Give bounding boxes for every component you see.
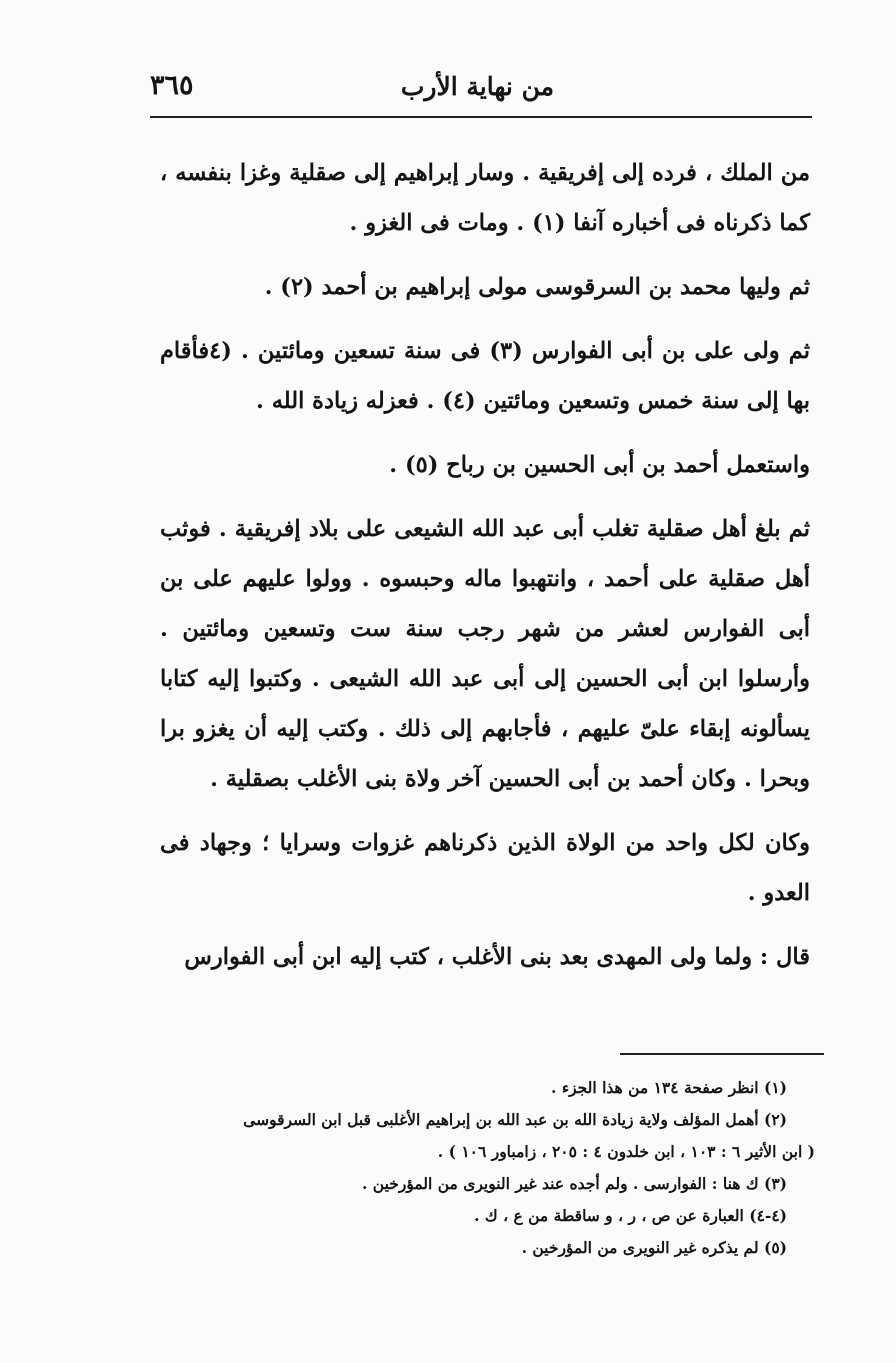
footnote-3: (٣) ك هنا : الفوارسى . ولم أجده عند غير النويرى من المؤرخين . [361,1174,787,1193]
footnote-4: (٤-٤) العبارة عن ص ، ر ، و ساقطة من ع ، ك . [474,1206,787,1225]
footnote-rule [620,1053,824,1055]
running-header [150,68,810,108]
footnote-2: (٢) أهمل المؤلف ولاية زيادة الله بن عبد الله بن إبراهيم الأغلبى قبل ابن السرقوسى [243,1110,787,1129]
page-number: ٣٦٥ [150,70,194,101]
paragraph-4: واستعمل أحمد بن أبى الحسين بن رباح (٥) . [389,452,810,478]
paragraph-7: قال : ولما ولى المهدى بعد بنى الأغلب ، كتب إليه ابن أبى الفوارس [184,944,810,970]
paragraph-3: ثم ولى على بن أبى الفوارس (٣) فى سنة تسعين ومائتين . (٤فأقام بها إلى سنة خمس وتسعين ومائتين (٤) . فعزله زيادة الله . [160,338,810,414]
paragraph-2: ثم وليها محمد بن السرقوسى مولى إبراهيم بن أحمد (٢) . [264,274,810,300]
paragraph-1: من الملك ، فرده إلى إفريقية . وسار إبراهيم إلى صقلية وغزا بنفسه ، كما ذكرناه فى أخباره آنفا (١) . ومات فى الغزو . [160,160,810,236]
footnote-1: (١) انظر صفحة ١٣٤ من هذا الجزء . [551,1078,787,1097]
book-title: من نهاية الأرب [400,72,554,101]
header-rule [150,116,812,118]
paragraph-6: وكان لكل واحد من الولاة الذين ذكرناهم غزوات وسرايا ؛ وجهاد فى العدو . [160,830,810,906]
footnote-2-continuation: ( ابن الأثير ٦ : ١٠٣ ، ابن خلدون ٤ : ٢٠٥ ، زامباور ١٠٦ ) . [437,1142,815,1161]
footnote-5: (٥) لم يذكره غير النويرى من المؤرخين . [521,1238,787,1257]
paragraph-5: ثم بلغ أهل صقلية تغلب أبى عبد الله الشيعى على بلاد إفريقية . فوثب أهل صقلية على أحمد ، وانتهبوا ماله وحبسوه . وولوا عليهم على بن أبى الفوارس لعشر من شهر رجب سنة ست وتسعين ومائتين . وأرسلوا ابن أبى الحسين إلى أبى عبد الله الشيعى . وكتبوا إليه كتابا يسألونه إبقاء علىّ عليهم ، فأجابهم إلى ذلك . وكتب إليه أن يغزو برا وبحرا . وكان أحمد بن أبى الحسين آخر ولاة بنى الأغلب بصقلية . [160,516,810,792]
main-text [160,148,810,982]
footnotes [160,1072,815,1264]
